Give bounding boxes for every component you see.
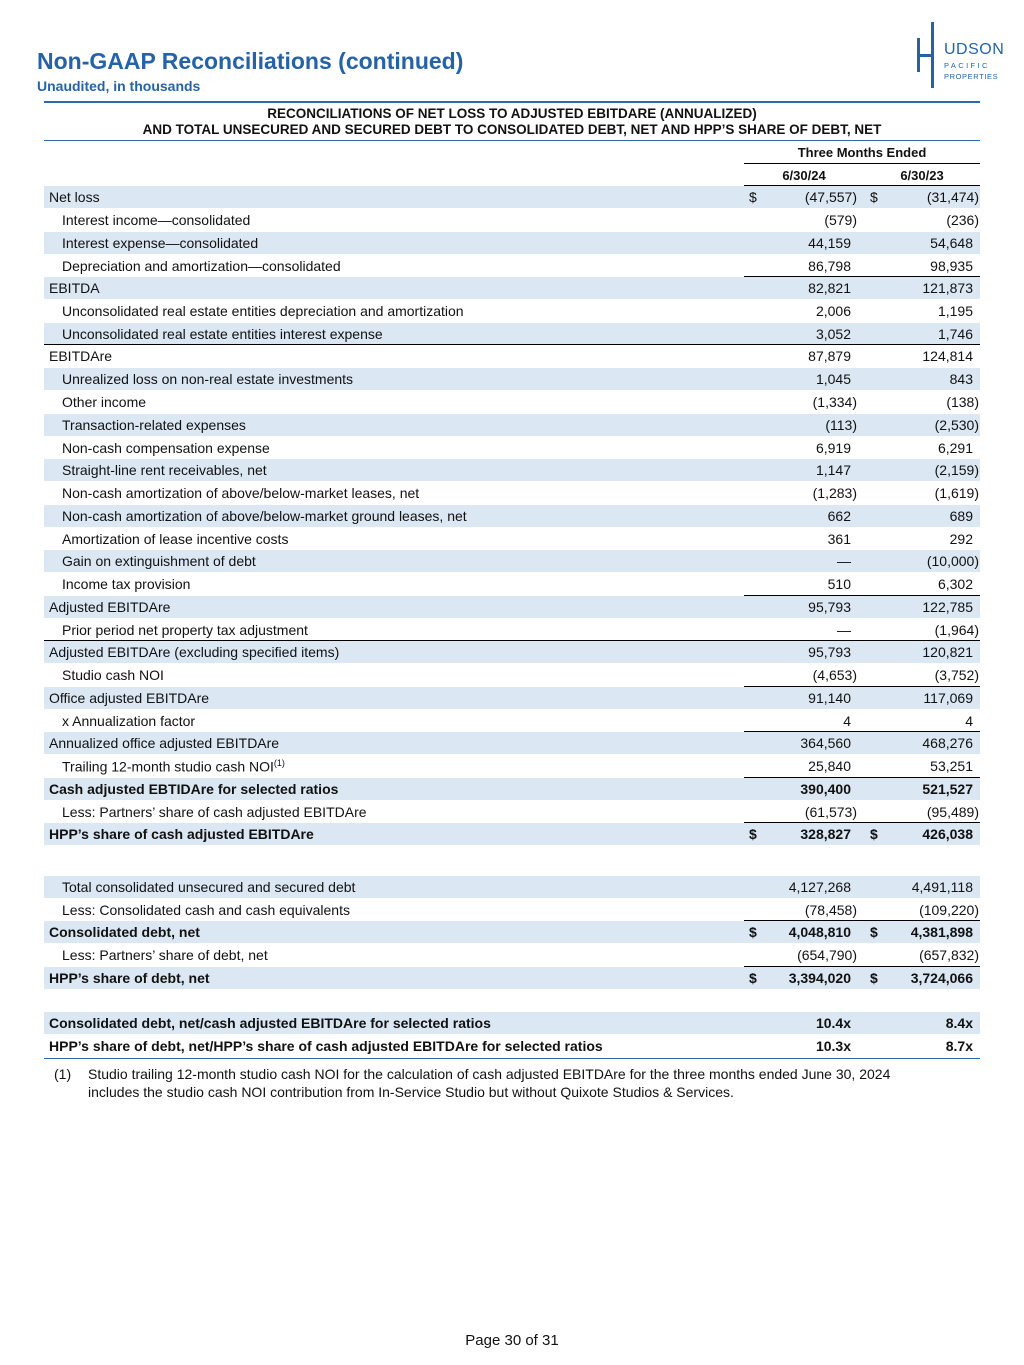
row-label: Unrealized loss on non-real estate investments [62,371,354,387]
value-2024: (78,458) [804,902,857,918]
table-row [44,209,980,231]
table-row [44,967,980,989]
row-label: Total consolidated unsecured and secured debt [62,879,356,895]
value-2023: 98,935 [930,258,973,274]
row-label: Less: Partners’ share of cash adjusted EBITDAre [62,804,367,820]
row-rule [744,731,864,732]
table-row [44,437,980,459]
value-2023: 6,302 [937,576,973,592]
row-rule [744,920,864,921]
table-row [44,505,980,527]
value-2024: 4,048,810 [788,924,851,940]
currency-symbol: $ [749,826,757,842]
table-heading-2: AND TOTAL UNSECURED AND SECURED DEBT TO CONSOLIDATED DEBT, NET AND HPP’S SHARE OF DEBT, NET [142,122,882,137]
currency-symbol: $ [870,189,878,205]
row-label: HPP’s share of debt, net/HPP’s share of cash adjusted EBITDAre for selected ratios [49,1038,603,1054]
row-rule [864,966,980,967]
value-2024: 3,394,020 [788,970,851,986]
row-label: Gain on extinguishment of debt [62,553,256,569]
table-row [44,876,980,898]
value-2023: (10,000) [926,553,979,569]
value-2023: (31,474) [926,189,979,205]
currency-symbol: $ [749,970,757,986]
page-subtitle: Unaudited, in thousands [37,78,201,94]
row-rule [744,777,864,778]
row-label: x Annualization factor [62,713,196,729]
value-2024: 10.4x [815,1015,851,1031]
row-rule [744,966,864,967]
table-row [44,778,980,800]
value-2023: (95,489) [926,804,979,820]
value-2023: 426,038 [922,826,973,842]
table-row [44,823,980,845]
row-label: Adjusted EBITDAre [49,599,171,615]
table-row [44,1035,980,1057]
value-2023: (138) [946,394,979,410]
value-2023: 124,814 [922,348,973,364]
value-2023: 3,724,066 [910,970,973,986]
row-rule [864,777,980,778]
row-label: Straight-line rent receivables, net [62,462,267,478]
value-2023: (3,752) [934,667,979,683]
row-label: Non-cash amortization of above/below-market leases, net [62,485,420,501]
value-2023: 4 [965,713,973,729]
currency-symbol: $ [749,924,757,940]
row-label: Non-cash amortization of above/below-market ground leases, net [62,508,467,524]
table-row [44,323,980,345]
table-row [44,573,980,595]
value-2023: (236) [946,212,979,228]
table-row [44,710,980,732]
row-rule [744,276,864,277]
row-label: Non-cash compensation expense [62,440,270,456]
table-row [44,482,980,504]
column-header-2023: 6/30/23 [900,168,944,183]
table-row [44,619,980,641]
value-2023: 1,746 [937,326,973,342]
value-2024: 44,159 [808,235,851,251]
value-2024: 361 [827,531,851,547]
row-rule [864,276,980,277]
row-rule [744,686,864,687]
value-2024: (579) [824,212,857,228]
currency-symbol: $ [870,826,878,842]
page-title: Non-GAAP Reconciliations (continued) [37,48,464,74]
table-row [44,277,980,299]
row-label: Trailing 12-month studio cash NOI$^{(1)}$ [62,758,285,775]
row-label: Less: Partners’ share of debt, net [62,947,268,963]
value-2024: (61,573) [804,804,857,820]
table-row [44,641,980,663]
table-row [44,755,980,777]
value-2024: — [837,553,851,569]
row-label: Interest income—consolidated [62,212,251,228]
table-row [44,899,980,921]
value-2024: 510 [827,576,851,592]
row-rule [744,344,864,345]
heading-rule [44,140,980,141]
row-label: Other income [62,394,147,410]
table-row [44,232,980,254]
table-row [44,528,980,550]
table-row [44,596,980,618]
value-2023: 292 [949,531,973,547]
value-2024: 390,400 [800,781,851,797]
value-2024: 95,793 [808,599,851,615]
value-2023: 843 [949,371,973,387]
value-2024: 25,840 [808,758,851,774]
value-2024: 4,127,268 [788,879,851,895]
row-label: Adjusted EBITDAre (excluding specified items) [49,644,340,660]
value-2024: (4,653) [812,667,857,683]
value-2023: 117,069 [923,690,973,706]
row-label: HPP’s share of debt, net [49,970,210,986]
value-2024: 6,919 [815,440,851,456]
value-2024: 10.3x [815,1038,851,1054]
row-label: Income tax provision [62,576,191,592]
value-2024: 2,006 [815,303,851,319]
period-header: Three Months Ended [797,145,927,160]
value-2023: 8.7x [945,1038,973,1054]
footnote-text-2: includes the studio cash NOI contribution from In-Service Studio but without Quixote Studios & Services. [88,1084,734,1100]
row-rule [744,640,864,641]
value-2024: 87,879 [808,348,851,364]
row-label: Depreciation and amortization—consolidated [62,258,341,274]
table-row [44,550,980,572]
value-2023: 53,251 [930,758,973,774]
table-heading-1: RECONCILIATIONS OF NET LOSS TO ADJUSTED EBITDARE (ANNUALIZED) [267,106,757,121]
value-2024: (1,283) [812,485,857,501]
currency-symbol: $ [870,924,878,940]
table-row [44,687,980,709]
table-row [44,801,980,823]
table-row [44,186,980,208]
row-label: Unconsolidated real estate entities depreciation and amortization [62,303,464,319]
value-2023: 8.4x [945,1015,973,1031]
value-2023: 54,648 [930,235,973,251]
row-label: Net loss [49,189,100,205]
row-rule [864,344,980,345]
row-label: Cash adjusted EBTIDAre for selected ratios [49,781,339,797]
row-rule [864,595,980,596]
row-label: Consolidated debt, net/cash adjusted EBITDAre for selected ratios [49,1015,491,1031]
table-row [44,368,980,390]
table-row [44,664,980,686]
header-rule [44,101,980,103]
value-2024: 662 [827,508,851,524]
value-2023: 4,491,118 [911,879,973,895]
currency-symbol: $ [870,970,878,986]
value-2024: 82,821 [808,280,851,296]
value-2023: (1,964) [934,622,979,638]
table-row [44,921,980,943]
value-2024: (47,557) [804,189,857,205]
row-label: Transaction-related expenses [62,417,246,433]
value-2024: 86,798 [808,258,851,274]
row-rule [864,640,980,641]
company-logo [914,22,1005,88]
value-2023: 122,785 [922,599,973,615]
value-2023: 468,276 [922,735,973,751]
value-2023: 1,195 [937,303,973,319]
row-rule [864,822,980,823]
row-rule [864,731,980,732]
value-2023: (2,159) [934,462,979,478]
row-label: Consolidated debt, net [49,924,200,940]
value-2024: 328,827 [800,826,851,842]
row-rule [744,822,864,823]
row-rule [864,920,980,921]
table-row [44,300,980,322]
value-2024: (654,790) [797,947,857,963]
value-2023: 120,821 [922,644,973,660]
value-2023: 6,291 [937,440,973,456]
row-label: EBITDA [49,280,100,296]
value-2024: 1,045 [815,371,851,387]
row-label: Studio cash NOI [62,667,164,683]
page-number: Page 30 of 31 [465,1332,559,1349]
row-label: Annualized office adjusted EBITDAre [49,735,280,751]
row-label: HPP’s share of cash adjusted EBITDAre [49,826,314,842]
row-label: EBITDAre [49,348,113,364]
value-2024: 364,560 [800,735,851,751]
value-2024: — [837,622,851,638]
row-rule [864,686,980,687]
logo-word: UDSON [944,41,1005,58]
row-label: Unconsolidated real estate entities interest expense [62,326,383,342]
column-header-2024: 6/30/24 [782,168,826,183]
value-2023: 4,381,898 [910,924,973,940]
table-row [44,255,980,277]
footnote-marker: (1) [54,1066,72,1082]
logo-line1: PACIFIC [944,61,990,70]
value-2023: 121,873 [922,280,973,296]
value-2024: 4 [843,713,851,729]
row-rule [744,595,864,596]
value-2024: (113) [825,417,857,433]
row-label: Interest expense—consolidated [62,235,259,251]
table-row [44,459,980,481]
value-2023: (109,220) [919,902,979,918]
value-2023: (657,832) [919,947,979,963]
table-row [44,732,980,754]
logo-line2: PROPERTIES [944,72,999,81]
row-label: Office adjusted EBITDAre [49,690,210,706]
value-2023: 689 [949,508,973,524]
value-2023: (2,530) [934,417,979,433]
value-2024: 95,793 [808,644,851,660]
value-2023: 521,527 [922,781,973,797]
table-row [44,944,980,966]
value-2023: (1,619) [934,485,979,501]
footnote-text-1: Studio trailing 12-month studio cash NOI for the calculation of cash adjusted EBITDAre for the three months ended June 30, 2024 [88,1066,891,1082]
table-row [44,391,980,413]
row-label: Prior period net property tax adjustment [62,622,308,638]
table-row [44,345,980,367]
currency-symbol: $ [749,189,757,205]
row-label: Amortization of lease incentive costs [62,531,289,547]
value-2024: 1,147 [815,462,851,478]
row-label: Less: Consolidated cash and cash equivalents [62,902,350,918]
value-2024: 91,140 [808,690,851,706]
table-row [44,414,980,436]
value-2024: (1,334) [812,394,857,410]
table-row [44,1012,980,1034]
value-2024: 3,052 [815,326,851,342]
